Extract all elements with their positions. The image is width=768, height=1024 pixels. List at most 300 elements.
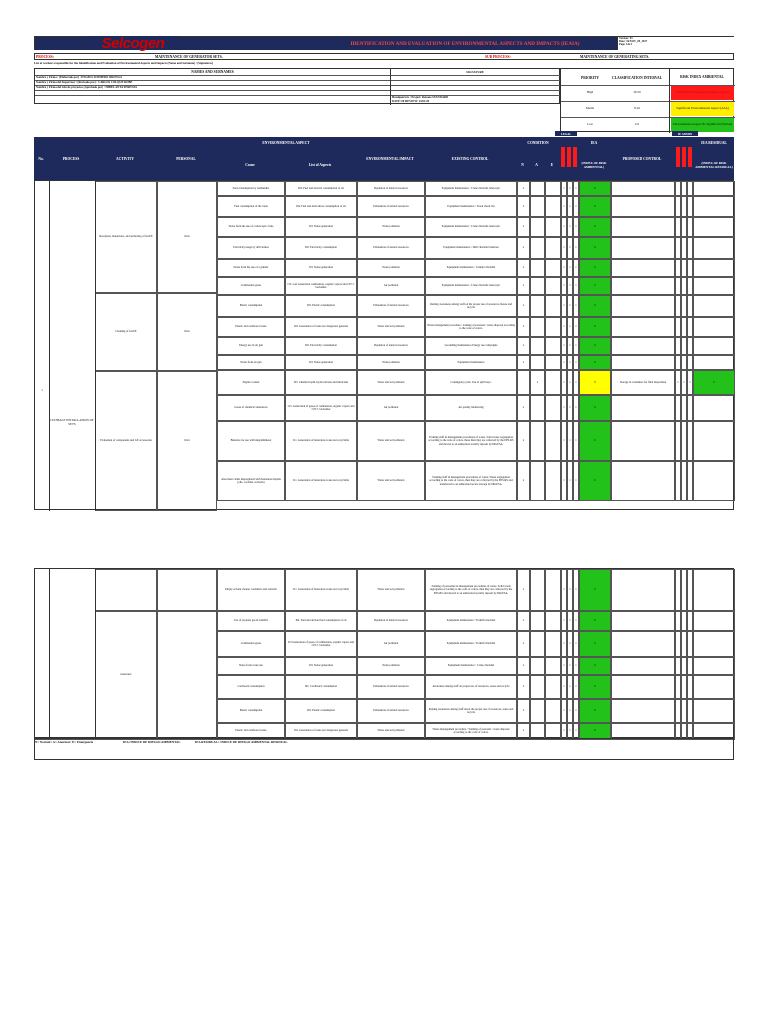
signature-header: SIGNATURE	[466, 70, 484, 74]
legend-interval-high: 30-50	[633, 90, 641, 95]
footer-legend	[34, 738, 734, 760]
cond-normal-mark: x	[517, 259, 530, 277]
legal-mark: 1	[561, 395, 567, 421]
cond-abnormal-mark	[530, 317, 545, 337]
iea-value: 6	[579, 317, 611, 337]
legal-mark: 1	[567, 657, 573, 675]
names-header: NAMES AND SURNAMES	[191, 70, 234, 74]
legal-indicator	[567, 147, 571, 167]
legal-tag: LEGAL	[555, 131, 577, 136]
row-cause: Plastic consumption	[217, 699, 285, 723]
row-control: Equipment maintenance / Crane checklist telescopic	[425, 181, 517, 196]
row-aspect: I11. Generation of hazardous waste not recyclable	[285, 461, 357, 501]
iea-residual	[693, 196, 735, 217]
row-control: Waste management procedure / Training of personal / waste disposal according to the code of colors.	[425, 723, 517, 739]
proposed-control	[611, 675, 675, 699]
row-cause: Fuel consumption by telehandler	[217, 181, 285, 196]
cond-emergency-mark	[545, 395, 561, 421]
legal-mark: 1	[561, 699, 567, 723]
proposed-control	[611, 277, 675, 295]
cond-abnormal-mark	[530, 395, 545, 421]
legal-mark: 1	[567, 611, 573, 631]
iea-residual	[693, 657, 735, 675]
row-control: Training staff in management procedures of waste. Solid waste segregation according to the code of colors, these then they are collected by the EPS-RS and moved to an authorized security deposit by DIGESA.	[425, 421, 517, 461]
cond-normal-mark: x	[517, 675, 530, 699]
header-band	[34, 36, 734, 50]
row-cause: Absorbent cloths impregnated with hazardous liquids (oils, coolants, solvents)	[217, 461, 285, 501]
cond-normal-mark: x	[517, 237, 530, 259]
legal-mark: 1	[567, 259, 573, 277]
iea-value: 6	[579, 657, 611, 675]
row-impact: Water and soil pollution	[357, 421, 425, 461]
iea-value: 6	[579, 611, 611, 631]
legal-mark: 1	[573, 317, 579, 337]
row-cause: Engine coolant	[217, 370, 285, 395]
col-list-aspects: List of Aspects	[308, 162, 332, 167]
proposed-control	[611, 657, 675, 675]
legal-mark: 1	[561, 337, 567, 355]
legal-mark: 1	[573, 631, 579, 657]
row-control: Air quality monitoring	[425, 395, 517, 421]
iea-residual	[693, 337, 735, 355]
col-condition: CONDITION	[527, 141, 549, 145]
col-proposed-control: PROPOSED CONTROL	[622, 156, 662, 161]
cond-emergency-mark	[545, 421, 561, 461]
iea-residual	[693, 699, 735, 723]
personal-cell: Own	[157, 293, 217, 371]
legend-priority-high: High	[586, 90, 594, 95]
iea-value: 6	[579, 237, 611, 259]
table-body-page2	[34, 568, 734, 738]
row-impact: Air pollution	[357, 631, 425, 657]
cond-abnormal-mark	[530, 259, 545, 277]
iea-residual	[693, 259, 735, 277]
legal-mark: 1	[567, 337, 573, 355]
cond-normal-mark: x	[517, 421, 530, 461]
iea-value: 6	[579, 421, 611, 461]
cond-abnormal-mark	[530, 217, 545, 237]
row-cause: Plastic and cardboard waste	[217, 723, 285, 739]
iea-residual	[693, 277, 735, 295]
version-line: Date: 16/NOV_09_2017	[619, 40, 648, 44]
row-cause: Batteries for use with megohmmeter	[217, 421, 285, 461]
legal-mark: 1	[561, 295, 567, 317]
col-env-impact: ENVIRONMENTAL IMPACT	[366, 156, 414, 161]
col-no: No.	[38, 156, 44, 161]
cond-normal-mark	[517, 370, 530, 395]
row-cause: Cardboard consumption	[217, 675, 285, 699]
legal-mark: 1	[573, 181, 579, 196]
iea-value: 6	[579, 181, 611, 196]
legal-mark: 1	[567, 699, 573, 723]
cond-emergency-mark	[545, 461, 561, 501]
iea-value: 6	[579, 631, 611, 657]
activity-cell: Reception, maneuvers, and anchoring of GGEE	[95, 181, 157, 293]
cond-abnormal-mark: x	[530, 370, 545, 395]
legal-indicator	[573, 147, 577, 167]
row-cause: Electricity usage by drill strikes	[217, 237, 285, 259]
legal-indicator	[561, 147, 565, 167]
legal-mark: 1	[573, 461, 579, 501]
col-existing-control: EXISTING CONTROL	[451, 156, 489, 161]
iea-value: 6	[579, 337, 611, 355]
proposed-control	[611, 237, 675, 259]
row-aspect: I05. Plastic consumption	[285, 699, 357, 723]
legal-mark: 1	[573, 237, 579, 259]
admin-indicator	[682, 147, 686, 167]
legal-mark: 1	[573, 723, 579, 739]
activity-cell: Evaluation of components and GE accessories	[95, 371, 157, 511]
row-aspect: I02. Electricity consumption	[285, 337, 357, 355]
legal-mark: 1	[561, 317, 567, 337]
iea-value: 6	[579, 569, 611, 611]
worker-row: Nombre y Firma / (Elaborado por) : ENGELS SOSMEDO ORONGA	[36, 75, 122, 79]
legal-mark: 1	[573, 259, 579, 277]
legal-mark: 1	[573, 370, 579, 395]
legend-risk-header: RISK INDEX AMBIENTAL	[680, 75, 724, 79]
row-control: Raising awareness among staff about the proper use of resources. reuse and recycle	[425, 699, 517, 723]
col-personal: PERSONAL	[176, 156, 196, 161]
iea-residual: 6	[693, 370, 735, 395]
legal-mark: 1	[573, 657, 579, 675]
legal-mark: 1	[567, 675, 573, 699]
row-aspect: I05. Plastic consumption	[285, 295, 357, 317]
row-impact: Exhaustion of natural resources	[357, 699, 425, 723]
legal-mark: 1	[567, 421, 573, 461]
col-cause: Cause	[245, 162, 255, 167]
legal-mark: 1	[567, 395, 573, 421]
row-control: Raising awareness among staff on the proper use of resources. Reuse and recycle	[425, 295, 517, 317]
cond-abnormal-mark	[530, 421, 545, 461]
iea-value: 6	[579, 395, 611, 421]
row-impact: Noise pollution	[357, 355, 425, 370]
legal-mark: 1	[573, 337, 579, 355]
proposed-control	[611, 259, 675, 277]
personal-cell	[157, 611, 217, 739]
iea-residual	[693, 217, 735, 237]
iea-value: 6	[579, 217, 611, 237]
row-control: Equipment maintenance / Forklift checklist	[425, 631, 517, 657]
cond-normal-mark: x	[517, 611, 530, 631]
legal-mark: 1	[567, 217, 573, 237]
row-cause: Combustion gases	[217, 631, 285, 657]
cond-abnormal-mark	[530, 631, 545, 657]
row-aspect: I19. Noise generation	[285, 355, 357, 370]
iea-residual	[693, 461, 735, 501]
legend-label-media: Significant Environmental Aspect (ASA)	[671, 102, 734, 116]
col-cond-a: A	[535, 162, 538, 167]
cond-normal-mark: x	[517, 657, 530, 675]
admin-mark: 1	[687, 370, 693, 395]
iea-residual	[693, 295, 735, 317]
iea-residual	[693, 317, 735, 337]
cond-normal-mark: x	[517, 355, 530, 370]
cond-emergency-mark	[545, 370, 561, 395]
legal-mark: 1	[561, 217, 567, 237]
cond-emergency-mark	[545, 337, 561, 355]
row-aspect: I13. Gas Generation combustion, organic vapors and CFC?, backsides	[285, 277, 357, 295]
col-iea: IEA	[590, 141, 598, 145]
cond-emergency-mark	[545, 317, 561, 337]
personal-cell: Own	[157, 371, 217, 511]
row-aspect: I04. Fuel and derived consumption of oil	[285, 181, 357, 196]
legal-mark: 1	[567, 631, 573, 657]
headquarters-text: Headquarters / Project: Remote STANDARD	[392, 94, 449, 99]
legal-mark: 1	[561, 631, 567, 657]
cond-emergency-mark	[545, 355, 561, 370]
row-aspect: I13 Generation of gases of combustion, organic vapors and CFC?, backsides	[285, 631, 357, 657]
row-impact: Noise pollution	[357, 217, 425, 237]
legal-mark: 1	[561, 657, 567, 675]
row-control: Training of personnel in management procedures of waste. Solid waste segregation according to the code of colors, then they are collected by the EPS-RS and moved to an authorized security deposit by DIGESA.	[425, 569, 517, 611]
risk-legend	[560, 68, 734, 132]
cond-abnormal-mark	[530, 196, 545, 217]
row-impact: Noise pollution	[357, 259, 425, 277]
cond-normal-mark: x	[517, 699, 530, 723]
col-cond-n: N	[521, 162, 524, 167]
row-control: Equipment maintenance / Crane checklist telescopic	[425, 277, 517, 295]
iea-value: 6	[579, 277, 611, 295]
legal-mark: 1	[573, 217, 579, 237]
legal-mark: 1	[573, 395, 579, 421]
version-line: Page 1 de 1	[619, 43, 633, 47]
row-impact: Exhaustion of natural resources	[357, 196, 425, 217]
iea-residual	[693, 355, 735, 370]
proposed-control	[611, 217, 675, 237]
footer-iea-key: IEA=INDICE DE RIESGO AMBIENTAL	[123, 740, 181, 744]
col-env-aspect: ENVIRONMENTAL ASPECT	[262, 141, 310, 145]
legend-priority-media: Media	[585, 106, 595, 111]
cond-emergency-mark	[545, 259, 561, 277]
cond-normal-mark: x	[517, 277, 530, 295]
table-header	[34, 137, 734, 180]
activity-cell: Cleaning of GGEE	[95, 293, 157, 371]
table-body-page1	[34, 180, 734, 510]
row-control: Equipment maintenance / Crane checklist telescopic	[425, 217, 517, 237]
row-aspect: I19. Noise generation	[285, 217, 357, 237]
cond-abnormal-mark	[530, 657, 545, 675]
col-process: PROCESS	[62, 156, 80, 161]
ie-admin-tag: IE ADMIN	[672, 131, 698, 136]
legal-mark: 1	[567, 277, 573, 295]
row-aspect: I11. Generation of hazardous waste not recyclable	[285, 569, 357, 611]
cond-abnormal-mark	[530, 461, 545, 501]
row-cause: Noise from air gun	[217, 355, 285, 370]
cond-emergency-mark	[545, 277, 561, 295]
cond-emergency-mark	[545, 723, 561, 739]
col-cond-e: E	[550, 162, 554, 167]
row-control: Waste management procedure / training of personal / waste disposal according to the code of colors.	[425, 317, 517, 337]
admin-indicator	[676, 147, 680, 167]
iea-residual	[693, 611, 735, 631]
row-impact: Depletion of natural resources	[357, 611, 425, 631]
legend-interval-media: 8-26	[634, 106, 640, 111]
row-aspect: I11. Generation of hazardous waste not recyclable	[285, 421, 357, 461]
row-aspect: I13. Generation of gases of combustion, organic vapors and CFC?, backsides	[285, 395, 357, 421]
row-control: Equipment maintenance / Crane checklist	[425, 657, 517, 675]
iea-residual	[693, 395, 735, 421]
legal-mark: 1	[567, 317, 573, 337]
proposed-control	[611, 723, 675, 739]
row-control: Equipment maintenance / Grinder checklist	[425, 259, 517, 277]
cond-abnormal-mark	[530, 569, 545, 611]
row-aspect: I35. Chemical spill, hydrocarbons and lubricants	[285, 370, 357, 395]
cond-normal-mark: x	[517, 196, 530, 217]
version-box	[617, 37, 735, 50]
row-aspect: I19. Noise generation	[285, 259, 357, 277]
legal-mark: 1	[567, 196, 573, 217]
cond-emergency-mark	[545, 295, 561, 317]
row-impact: Air pollution	[357, 277, 425, 295]
row-cause: Plastic consumption	[217, 295, 285, 317]
legal-mark: 1	[567, 237, 573, 259]
legal-mark: 1	[573, 295, 579, 317]
row-number: 1	[41, 388, 43, 393]
cond-abnormal-mark	[530, 675, 545, 699]
iea-value: 6	[579, 675, 611, 699]
cond-emergency-mark	[545, 217, 561, 237]
row-aspect: I02. Electricity consumption	[285, 237, 357, 259]
document-title: IDENTIFICATION AND EVALUATION OF ENVIRONMENTAL ASPECTS AND IMPACTS (IEAIA)	[350, 40, 580, 47]
legal-mark: 1	[561, 461, 567, 501]
legal-mark: 1	[573, 675, 579, 699]
proposed-control	[611, 355, 675, 370]
iea-value: 6	[579, 259, 611, 277]
row-impact: Water and soil pollution	[357, 461, 425, 501]
row-control: Equipment maintenance / Truck check list	[425, 196, 517, 217]
col-iea-residual: IEA RESIDUAL	[701, 141, 727, 145]
proposed-control	[611, 395, 675, 421]
cond-emergency-mark	[545, 237, 561, 259]
legal-mark: 1	[561, 675, 567, 699]
cond-abnormal-mark	[530, 277, 545, 295]
legal-mark: 1	[561, 611, 567, 631]
row-aspect: I04. Fuel and derived fuel consumption of oil	[285, 611, 357, 631]
legend-priority-low: Low	[587, 122, 593, 127]
cond-emergency-mark	[545, 196, 561, 217]
proposed-control	[611, 611, 675, 631]
cond-abnormal-mark	[530, 295, 545, 317]
row-cause: Empty solvent cleaner containers and solvents	[217, 569, 285, 611]
admin-indicator	[688, 147, 692, 167]
legal-mark: 1	[561, 277, 567, 295]
legal-mark: 1	[561, 355, 567, 370]
legal-mark: 1	[561, 370, 567, 395]
row-cause: Energy use in air gun	[217, 337, 285, 355]
cond-emergency-mark	[545, 675, 561, 699]
proposed-control	[611, 317, 675, 337]
legal-mark: 1	[573, 277, 579, 295]
iea-residual	[693, 569, 735, 611]
row-control: Contingency plan. Use of spill trays.	[425, 370, 517, 395]
row-impact: Water and soil pollution	[357, 370, 425, 395]
footer-residual-key: IEA RESIDUAL= INDICE DE RIESGO AMBIENTAL RESIDUAL	[195, 740, 288, 744]
proposed-control: Storage in containers for final disposition	[611, 370, 675, 395]
row-control: Grounding maintenance Energy use campaigns	[425, 337, 517, 355]
legend-label-high: Significant Environmental Aspect (ASA)	[671, 86, 734, 100]
cond-normal-mark: x	[517, 317, 530, 337]
cond-emergency-mark	[545, 699, 561, 723]
proposed-control	[611, 421, 675, 461]
row-control: Equipment maintenance / Drill checklist batteries	[425, 237, 517, 259]
admin-mark: 1	[681, 370, 687, 395]
legal-mark: 1	[573, 569, 579, 611]
version-line: Version: 03	[619, 37, 633, 40]
row-cause: Noise from crane use	[217, 657, 285, 675]
legal-mark: 1	[567, 461, 573, 501]
process-value: MAINTENANCE OF GENERATOR SETS.	[155, 55, 223, 59]
proposed-control	[611, 295, 675, 317]
row-impact: Water and soil pollution	[357, 723, 425, 739]
admin-mark: 1	[675, 370, 681, 395]
legal-mark: 1	[567, 295, 573, 317]
legal-mark: 1	[561, 723, 567, 739]
cond-normal-mark: x	[517, 181, 530, 196]
row-impact: Water and soil pollution	[357, 317, 425, 337]
col-iea-sub: (INDEX OF RISK AMBIENTAL)	[581, 160, 607, 169]
row-cause: Gases of chemical substances	[217, 395, 285, 421]
row-aspect: I01. Cardboard consumption	[285, 675, 357, 699]
cond-normal-mark: x	[517, 337, 530, 355]
process-name: LISTBALE INSTALLATION OF SETS	[50, 418, 94, 426]
row-impact: Exhaustion of natural resources	[357, 675, 425, 699]
cond-abnormal-mark	[530, 723, 545, 739]
row-impact: Air pollution	[357, 395, 425, 421]
iea-value: 6	[579, 699, 611, 723]
personal-cell: Own	[157, 181, 217, 293]
row-cause: Noise from the use of a grinder	[217, 259, 285, 277]
iea-residual	[693, 421, 735, 461]
proposed-control	[611, 337, 675, 355]
process-row	[34, 53, 734, 60]
legal-mark: 1	[573, 699, 579, 723]
cond-emergency-mark	[545, 631, 561, 657]
footer-condition-key: N= Normal / A= Anormal / E= Emergencia	[35, 740, 94, 744]
cond-abnormal-mark	[530, 337, 545, 355]
cond-emergency-mark	[545, 569, 561, 611]
proposed-control	[611, 631, 675, 657]
iea-value: 6	[579, 355, 611, 370]
row-aspect: I16. Generation of waste not dangerous generals	[285, 723, 357, 739]
cond-emergency-mark	[545, 657, 561, 675]
cond-abnormal-mark	[530, 237, 545, 259]
legal-mark: 1	[561, 196, 567, 217]
row-aspect: I04. Fuel and derivatives consumption of oil	[285, 196, 357, 217]
proposed-control	[611, 461, 675, 501]
subprocess-value: MAINTENANCE OF GENERATING SETS.	[580, 55, 650, 59]
cond-emergency-mark	[545, 181, 561, 196]
personal-cell	[157, 569, 217, 611]
iea-residual	[693, 181, 735, 196]
cond-normal-mark: x	[517, 295, 530, 317]
subprocess-label: SUB PROCESS:	[485, 55, 511, 59]
cond-abnormal-mark	[530, 699, 545, 723]
row-impact: Depletion of natural resources	[357, 337, 425, 355]
legal-mark: 1	[567, 370, 573, 395]
row-control: Training staff in management procedures of waste. Waste segregation according to the code of colors, then they are collected by the EPS-RS and transferred to an authorized secure storage by DIGESA.	[425, 461, 517, 501]
row-impact: Exhaustion of natural resources	[357, 237, 425, 259]
cond-normal-mark: x	[517, 723, 530, 739]
worker-list-note: List of workers responsible for the Identification and Evaluation of Environmental Aspects and Impacts (Name and Surname) / (Signatures)	[34, 61, 213, 65]
legal-mark: 1	[573, 421, 579, 461]
col-activity: ACTIVITY	[116, 156, 134, 161]
proposed-control	[611, 569, 675, 611]
legend-interval-header: CLASSIFICATION INTERVAL	[612, 76, 662, 80]
legal-mark: 1	[561, 259, 567, 277]
process-label: PROCESS:	[36, 55, 54, 59]
cond-normal-mark: x	[517, 569, 530, 611]
row-impact: Exhaustion of natural resources	[357, 295, 425, 317]
